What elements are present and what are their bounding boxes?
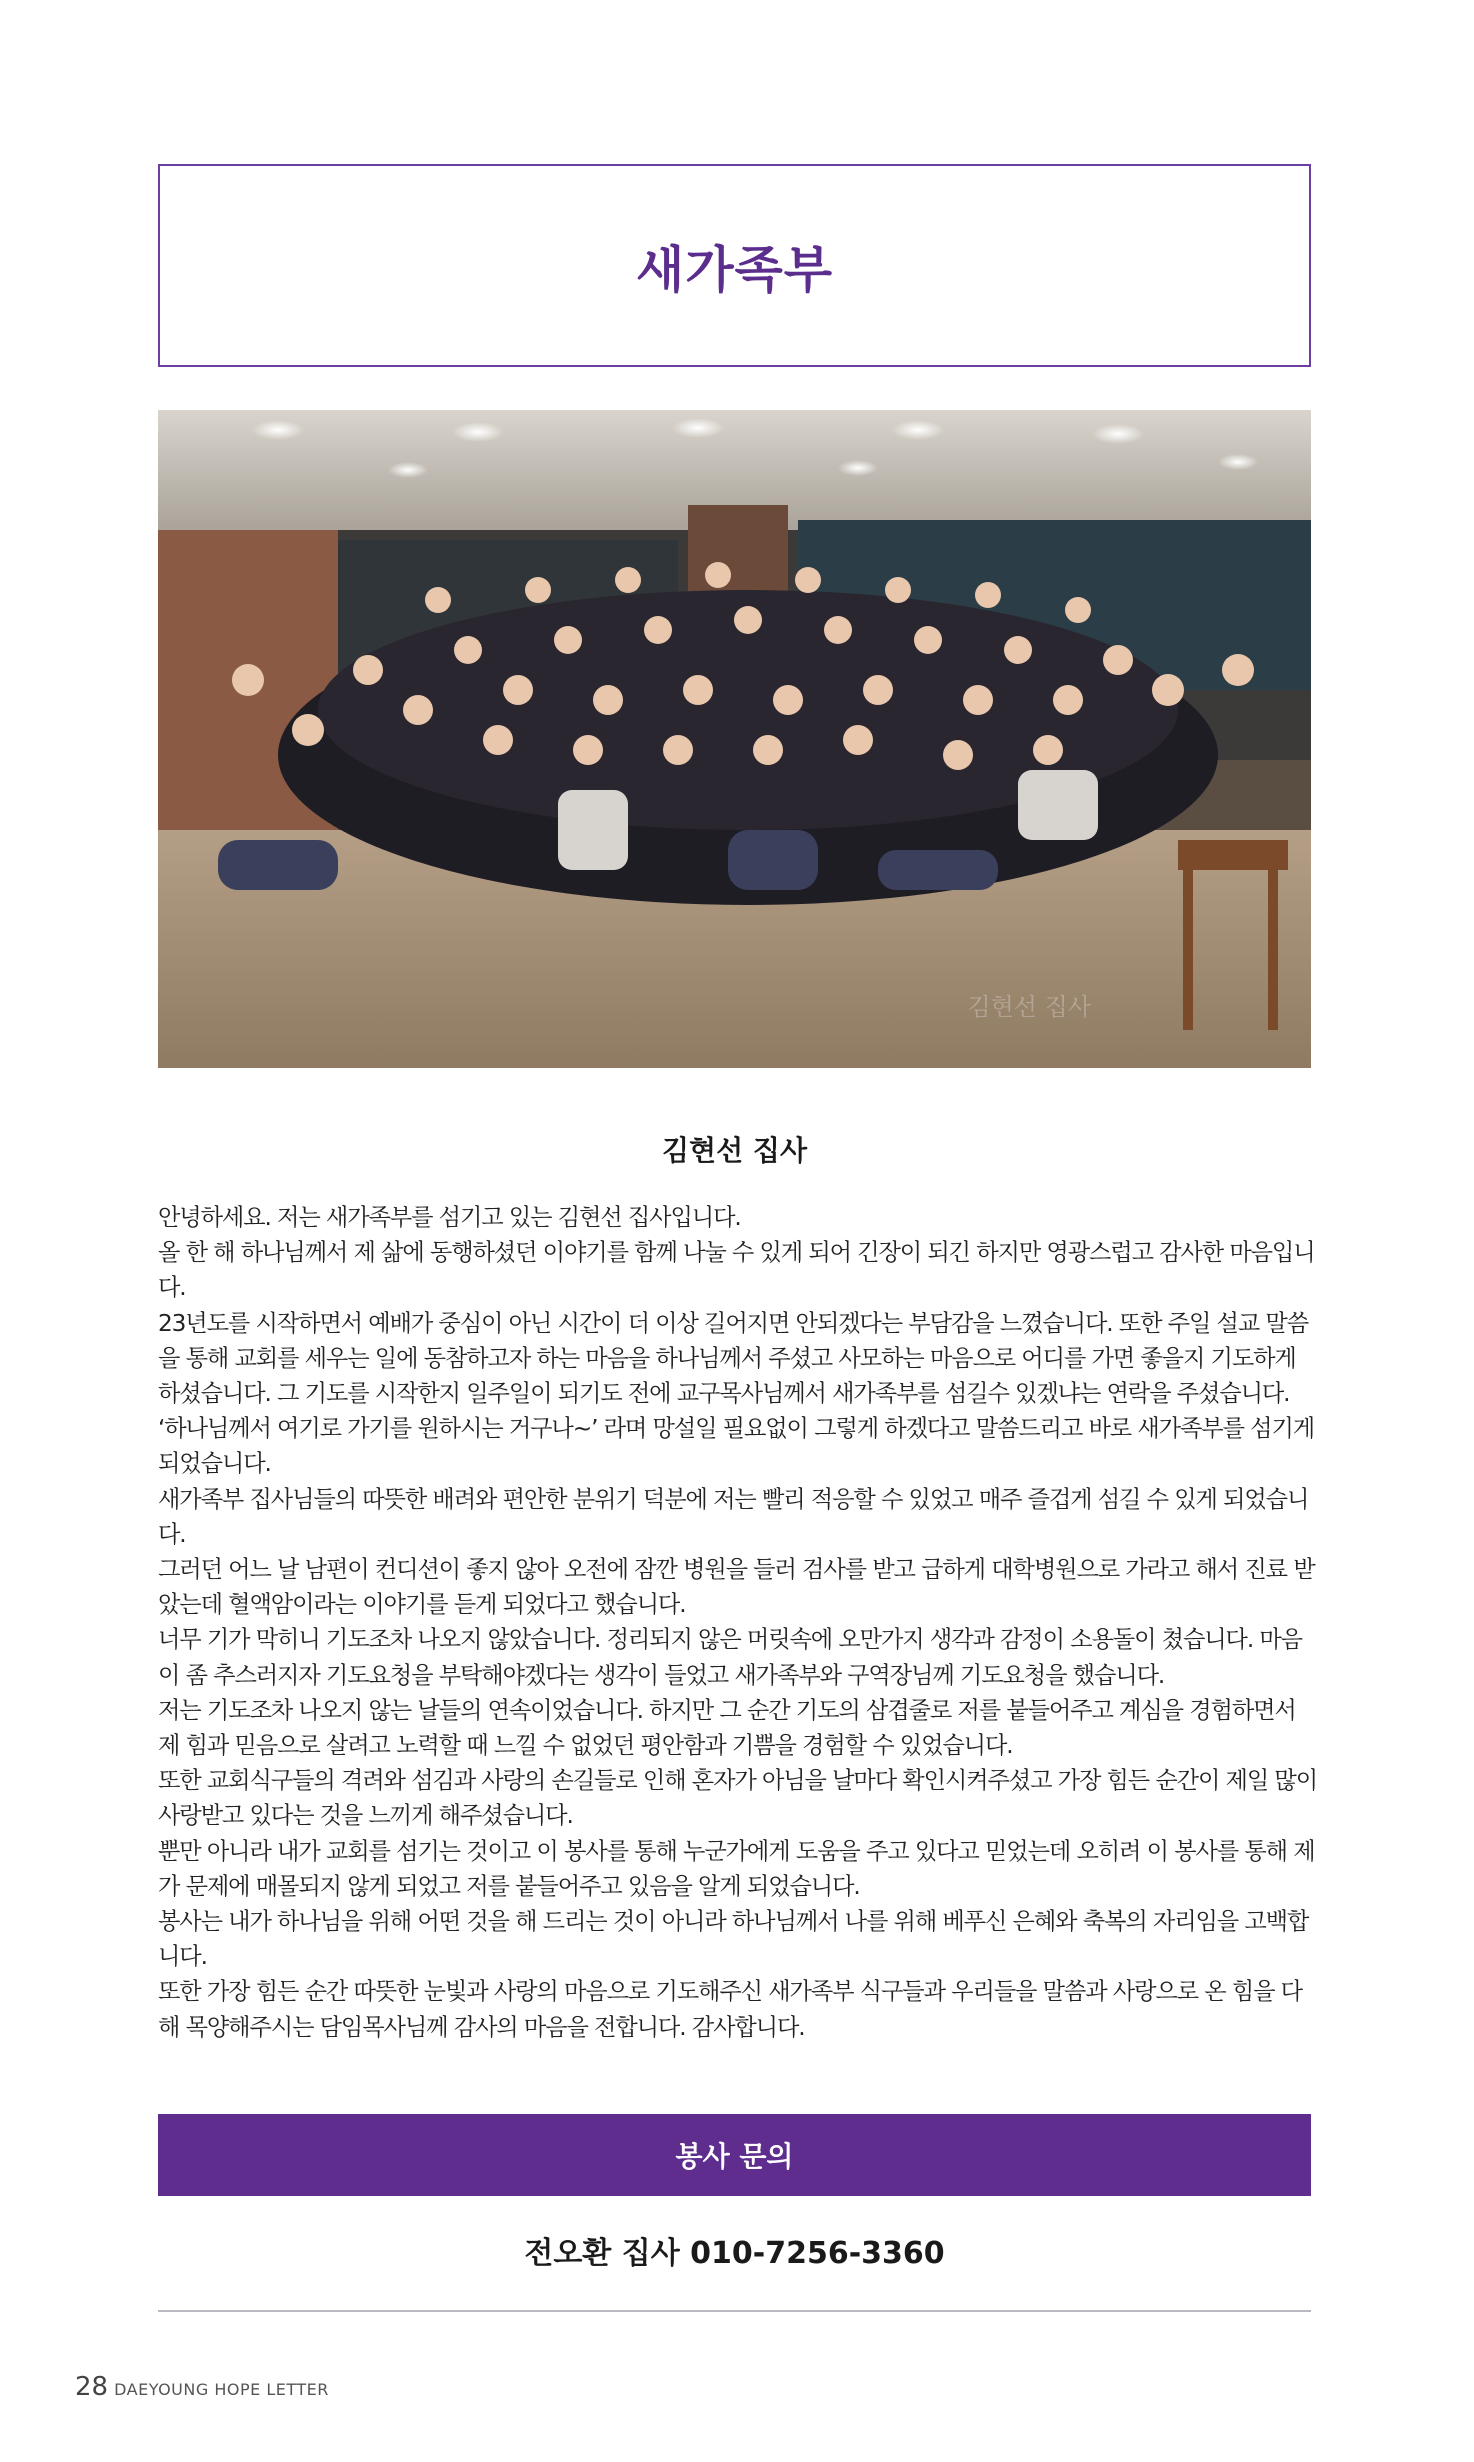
article-paragraph: 안녕하세요. 저는 새가족부를 섬기고 있는 김현선 집사입니다. <box>158 1204 741 1231</box>
article-body <box>158 1200 1318 2045</box>
article-paragraph: 너무 기가 막히니 기도조차 나오지 않았습니다. 정리되지 않은 머릿속에 오만가지 생각과 감정이 소용돌이 쳤습니다. 마음이 좀 추스러지자 기도요청을 부탁해야겠다는 생각이 들었고 새가족부와 구역장님께 기도요청을 했습니다. <box>158 1626 1302 1689</box>
contact-heading-bar <box>158 2114 1311 2196</box>
contact-info: 전오환 집사 010-7256-3360 <box>524 2236 945 2271</box>
section-title: 새가족부 <box>635 240 834 299</box>
footer-divider <box>158 2310 1311 2312</box>
photo-watermark-caption: 김현선 집사 <box>967 993 1091 1021</box>
article-paragraph: 봉사는 내가 하나님을 위해 어떤 것을 해 드리는 것이 아니라 하나님께서 나를 위해 베푸신 은혜와 축복의 자리임을 고백합니다. <box>158 1908 1309 1971</box>
contact-heading: 봉사 문의 <box>675 2140 794 2173</box>
article-paragraph: 또한 교회식구들의 격려와 섬김과 사랑의 손길들로 인해 혼자가 아님을 날마다 확인시켜주셨고 가장 힘든 순간이 제일 많이 사랑받고 있다는 것을 느끼게 해주셨습니다. <box>158 1767 1318 1830</box>
article-paragraph: 올 한 해 하나님께서 제 삶에 동행하셨던 이야기를 함께 나눌 수 있게 되어 긴장이 되긴 하지만 영광스럽고 감사한 마음입니다. <box>158 1239 1315 1302</box>
publication-name: DAEYOUNG HOPE LETTER <box>114 2380 329 2399</box>
article-paragraph: 또한 가장 힘든 순간 따뜻한 눈빛과 사랑의 마음으로 기도해주신 새가족부 식구들과 우리들을 말씀과 사랑으로 온 힘을 다해 목양해주시는 담임목사님께 감사의 마음을 전합니다. 감사합니다. <box>158 1978 1302 2041</box>
section-title-box <box>158 164 1311 367</box>
group-photo <box>158 410 1311 1068</box>
article-paragraph: 새가족부 집사님들의 따뜻한 배려와 편안한 분위기 덕분에 저는 빨리 적응할 수 있었고 매주 즐겁게 섬길 수 있게 되었습니다. <box>158 1485 1309 1548</box>
article-paragraph: 23년도를 시작하면서 예배가 중심이 아닌 시간이 더 이상 길어지면 안되겠다는 부담감을 느꼈습니다. 또한 주일 설교 말씀을 통해 교회를 세우는 일에 동참하고자 하는 마음을 하나님께서 주셨고 사모하는 마음으로 어디를 가면 좋을지 기도하게 하셨습니다. 그 기도를 시작한지 일주일이 되기도 전에 교구목사님께서 새가족부를 섬길수 있겠냐는 연락을 주셨습니다. ‘하나님께서 여기로 가기를 원하시는 거구나~’ 라며 망설일 필요없이 그렇게 하겠다고 말씀드리고 바로 새가족부를 섬기게 되었습니다. <box>158 1309 1315 1478</box>
article-paragraph: 그러던 어느 날 남편이 컨디션이 좋지 않아 오전에 잠깐 병원을 들러 검사를 받고 급하게 대학병원으로 가라고 해서 진료 받았는데 혈액암이라는 이야기를 듣게 되었다고 했습니다. <box>158 1556 1315 1619</box>
article-author: 김현선 집사 <box>662 1134 807 1167</box>
article-paragraph: 뿐만 아니라 내가 교회를 섬기는 것이고 이 봉사를 통해 누군가에게 도움을 주고 있다고 믿었는데 오히려 이 봉사를 통해 제가 문제에 매몰되지 않게 되었고 저를 붙들어주고 있음을 알게 되었습니다. <box>158 1837 1315 1900</box>
article-paragraph: 저는 기도조차 나오지 않는 날들의 연속이었습니다. 하지만 그 순간 기도의 삼겹줄로 저를 붙들어주고 계심을 경험하면서 제 힘과 믿음으로 살려고 노력할 때 느낄 수 없었던 평안함과 기쁨을 경험할 수 있었습니다. <box>158 1696 1296 1760</box>
page-number: 28 <box>75 2372 109 2402</box>
group-photo-illustration <box>158 410 1311 1068</box>
page-footer <box>75 2372 329 2402</box>
